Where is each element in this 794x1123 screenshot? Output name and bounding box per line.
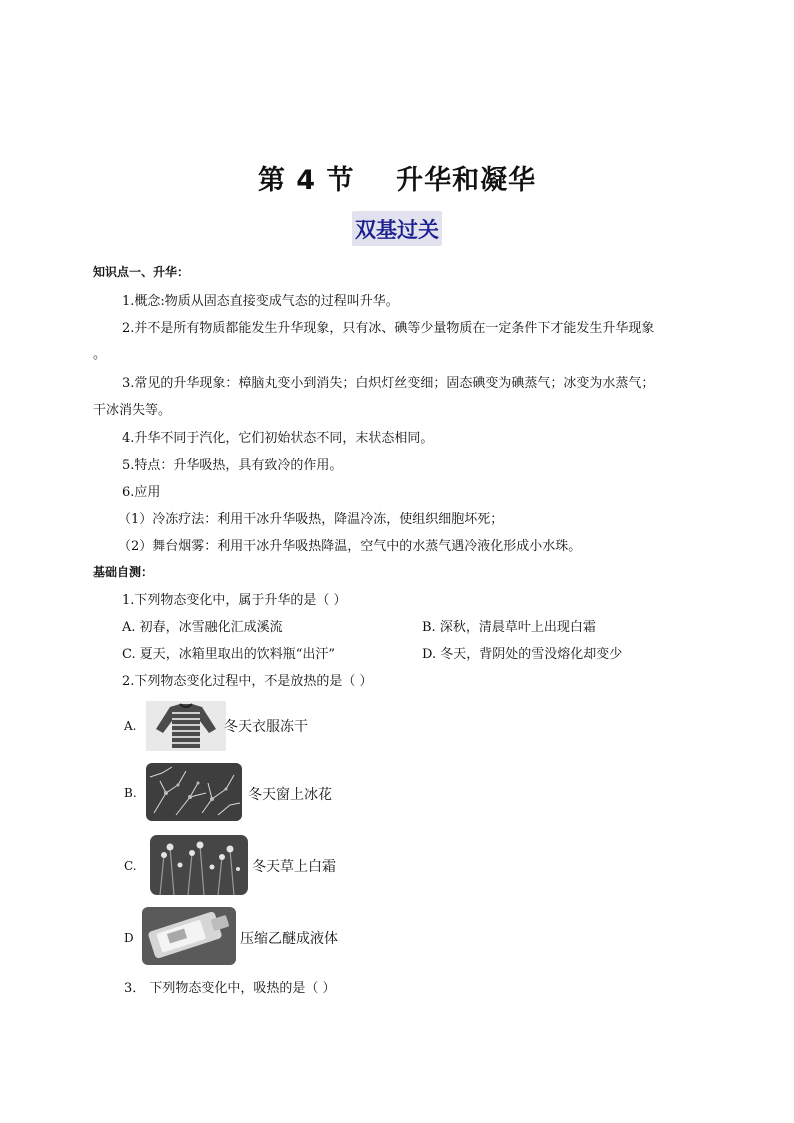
paragraph-6b: （2）舞台烟雾：利用干冰升华吸热降温，空气中的水蒸气遇冷液化形成小水珠。 bbox=[118, 539, 582, 554]
paragraph-6: 6.应用 bbox=[122, 485, 161, 500]
paragraph-6a: （1）冷冻疗法：利用干冰升华吸热，降温冷冻，使组织细胞坏死； bbox=[118, 512, 504, 527]
question-1-option-a: A. 初春，冰雪融化汇成溪流 bbox=[122, 620, 283, 635]
paragraph-5: 5.特点：升华吸热，具有致冷的作用。 bbox=[122, 458, 343, 473]
question-1-stem: 1.下列物态变化中，属于升华的是（ ） bbox=[122, 593, 347, 608]
question-1-option-b: B. 深秋，清晨草叶上出现白霜 bbox=[422, 620, 596, 635]
selftest-heading: 基础自测： bbox=[93, 565, 154, 579]
paragraph-3-line2: 干冰消失等。 bbox=[93, 403, 172, 418]
page-title: 第 4 节 升华和凝华 bbox=[257, 165, 537, 196]
paragraph-4: 4.升华不同于汽化，它们初始状态不同，末状态相同。 bbox=[122, 431, 434, 446]
question-2-option-b-caption: 冬天窗上冰花 bbox=[248, 787, 332, 803]
knowledge-heading: 知识点一、升华： bbox=[93, 265, 190, 279]
paragraph-concept: 1.概念:物质从固态直接变成气态的过程叫升华。 bbox=[122, 294, 399, 309]
question-2-option-a-letter: A. bbox=[124, 719, 137, 733]
ice-flower-image bbox=[146, 763, 242, 821]
ether-syringe-image bbox=[142, 907, 236, 965]
sweater-image bbox=[146, 701, 226, 751]
question-2-option-c-letter: C. bbox=[124, 859, 137, 873]
question-3-stem: 3． 下列物态变化中，吸热的是（ ） bbox=[124, 981, 336, 996]
question-2-option-a-caption: 冬天衣服冻干 bbox=[224, 719, 308, 735]
question-1-option-c: C. 夏天，冰箱里取出的饮料瓶“出汗” bbox=[122, 647, 336, 662]
question-2-stem: 2.下列物态变化过程中，不是放热的是（ ） bbox=[122, 674, 373, 689]
paragraph-2-line2: 。 bbox=[93, 347, 107, 362]
question-2-option-b-letter: B. bbox=[124, 786, 137, 800]
question-2-option-d-letter: D bbox=[124, 931, 134, 945]
paragraph-3-line1: 3.常见的升华现象：樟脑丸变小到消失；白炽灯丝变细；固态碘变为碘蒸气；冰变为水蒸气； bbox=[122, 376, 655, 391]
frost-grass-image bbox=[150, 835, 248, 895]
section-badge: 双基过关 bbox=[352, 211, 442, 246]
question-2-option-d-caption: 压缩乙醚成液体 bbox=[240, 931, 338, 947]
question-2-option-c-caption: 冬天草上白霜 bbox=[252, 859, 336, 875]
question-1-option-d: D. 冬天，背阴处的雪没熔化却变少 bbox=[422, 647, 623, 662]
paragraph-2-line1: 2.并不是所有物质都能发生升华现象，只有冰、碘等少量物质在一定条件下才能发生升华现象 bbox=[122, 321, 655, 336]
badge-wrap bbox=[0, 211, 794, 246]
